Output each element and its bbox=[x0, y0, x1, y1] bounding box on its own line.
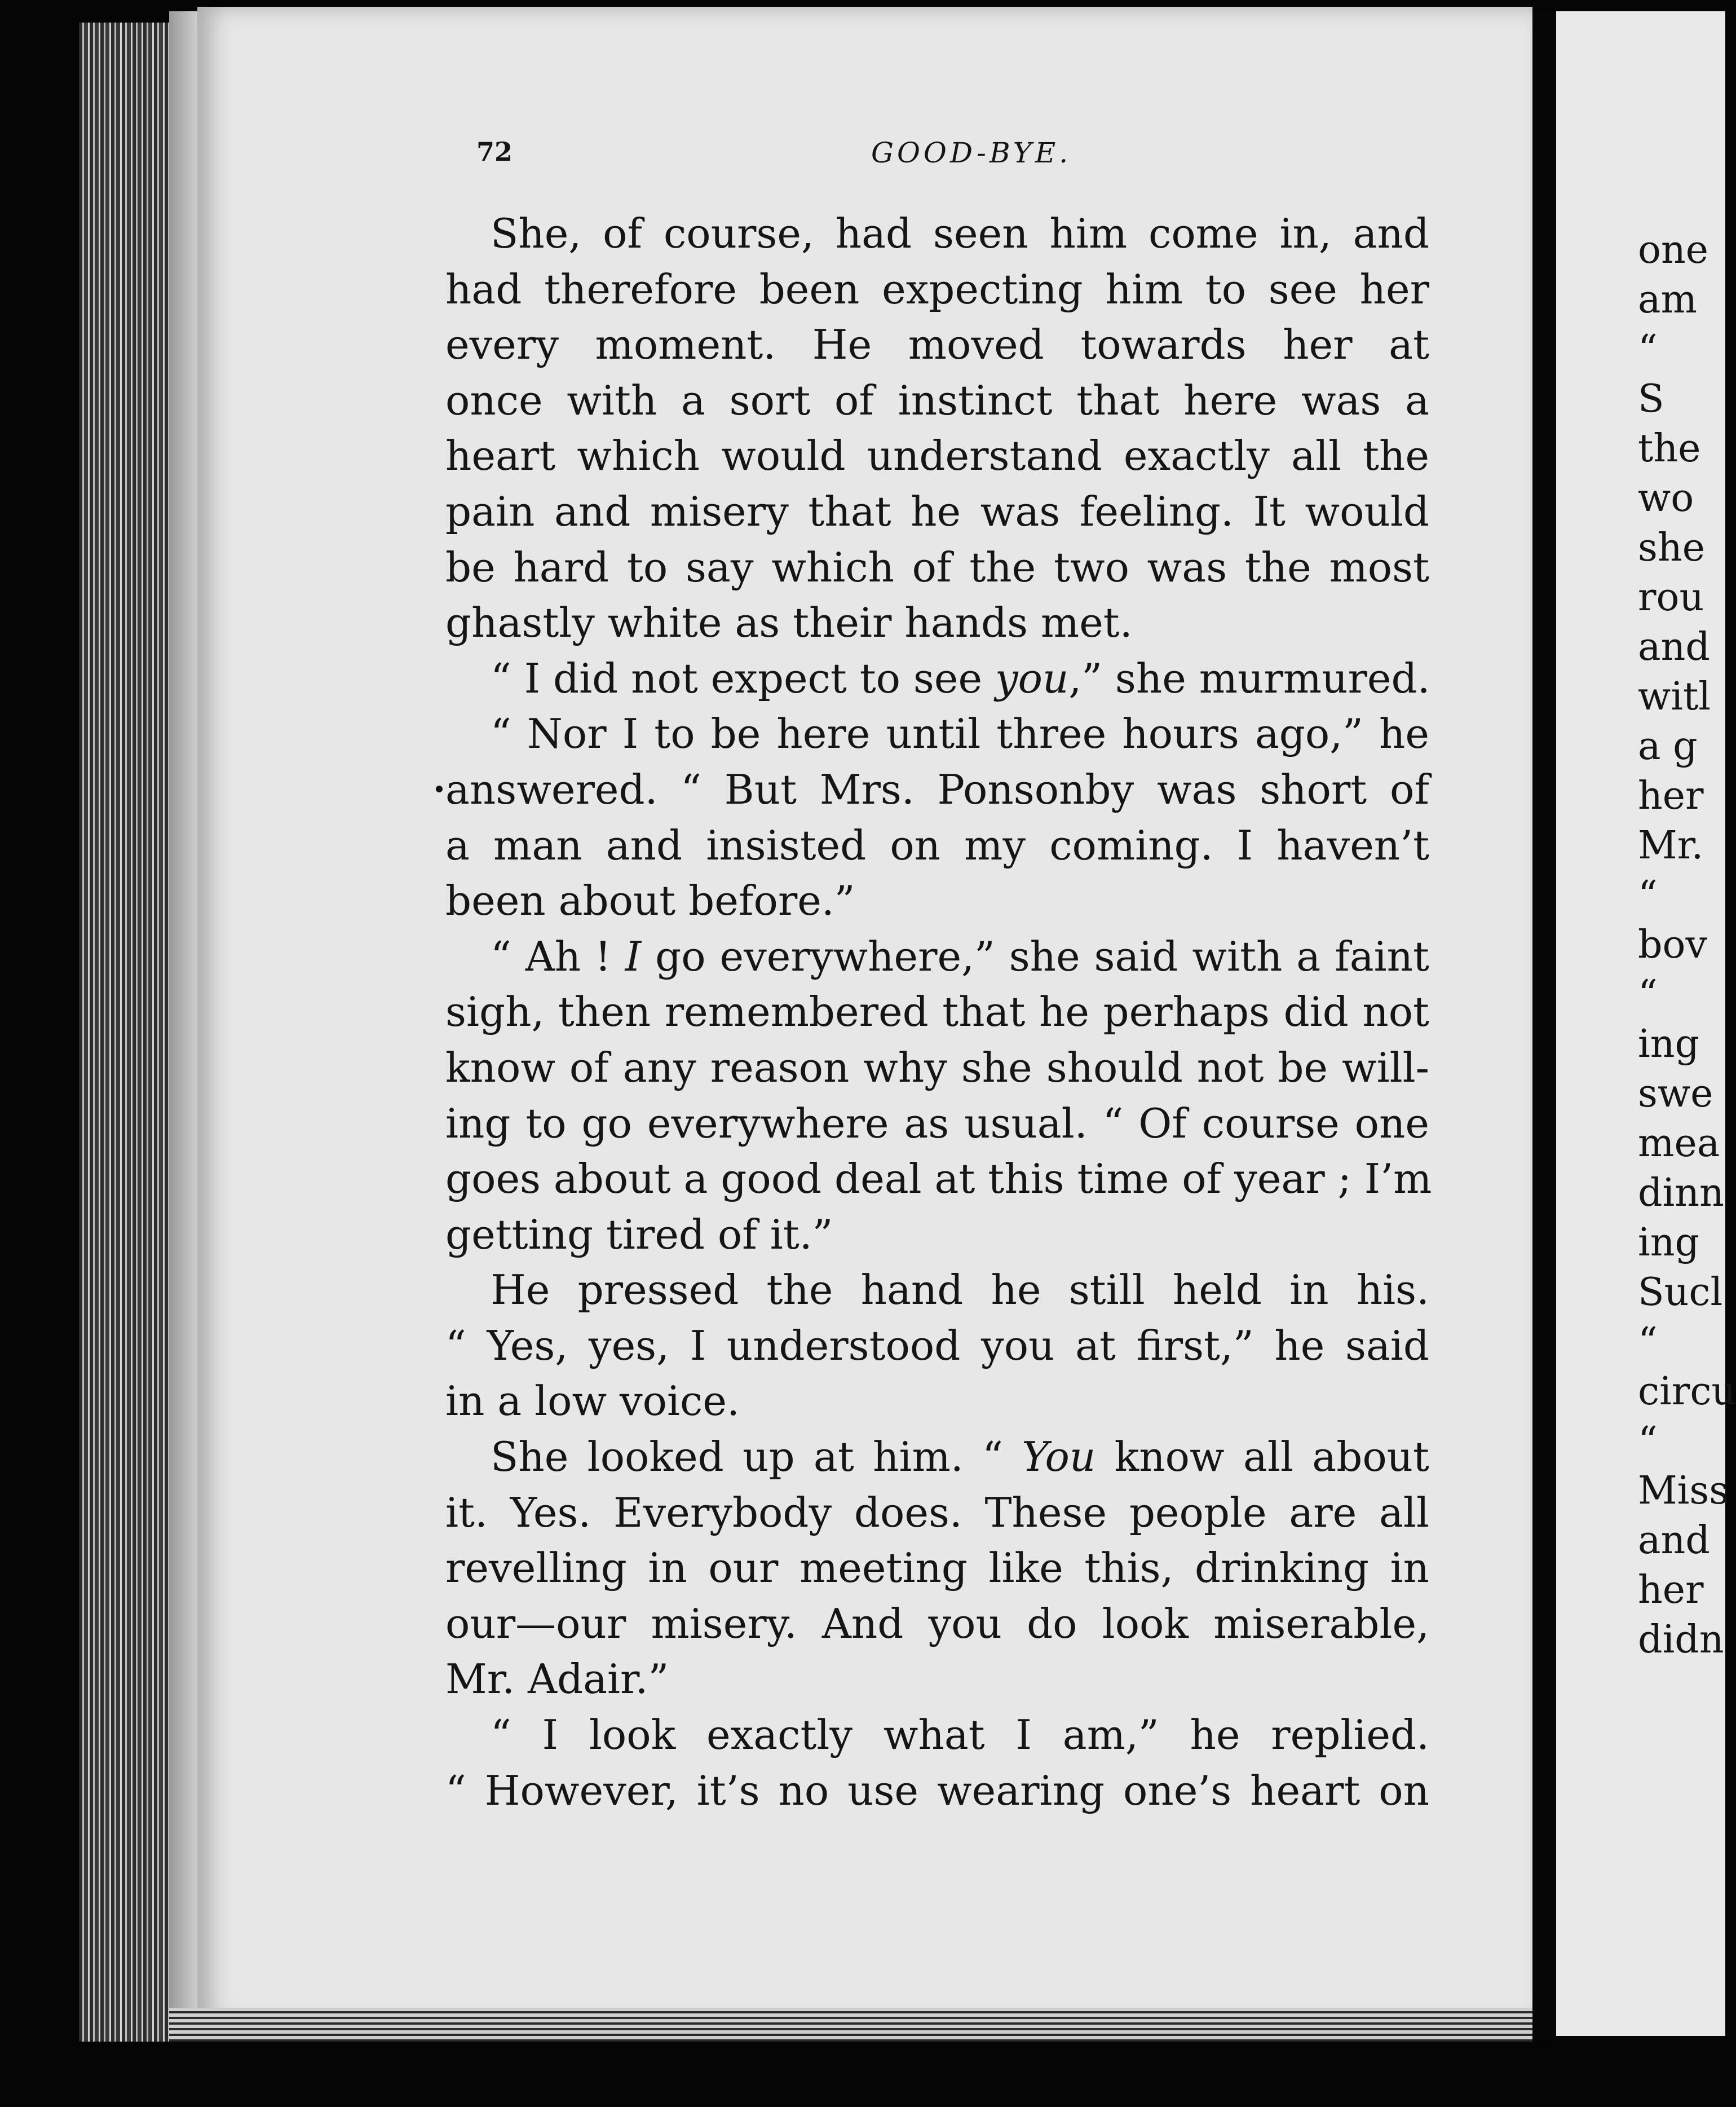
text-line: our—our misery. And you do look miserable, bbox=[445, 1599, 1429, 1647]
text-line: He pressed the hand he still held in his. bbox=[491, 1266, 1429, 1314]
right-page-fragment: “ bbox=[1638, 1320, 1658, 1364]
text-line: every moment. He moved towards her at bbox=[445, 321, 1429, 369]
text-line: it. Yes. Everybody does. These people are all bbox=[445, 1488, 1429, 1536]
text-segment: know all about bbox=[1096, 1433, 1429, 1481]
right-page-fragment: mea bbox=[1638, 1121, 1720, 1166]
text-line: ghastly white as their hands met. bbox=[445, 599, 1133, 647]
right-page-fragment: Sucl bbox=[1638, 1270, 1723, 1315]
text-line: answered. “ But Mrs. Ponsonby was short of bbox=[445, 765, 1429, 813]
text-line bbox=[445, 651, 1429, 707]
text-line: Mr. Adair.” bbox=[445, 1655, 669, 1703]
text-line: sigh, then remembered that he perhaps did not bbox=[445, 988, 1429, 1036]
right-page-fragment: ing bbox=[1638, 1022, 1700, 1066]
text-line: know of any reason why she should not be will- bbox=[445, 1043, 1429, 1091]
right-page-fragment: she bbox=[1638, 526, 1705, 570]
text-line: been about before.” bbox=[445, 877, 855, 925]
text-line: in a low voice. bbox=[445, 1377, 740, 1425]
text-line: “ Nor I to be here until three hours ago,” he bbox=[491, 710, 1429, 758]
right-page-fragment: Miss bbox=[1638, 1469, 1729, 1513]
text-segment: “ Ah ! bbox=[491, 932, 625, 980]
text-line: once with a sort of instinct that here was a bbox=[445, 376, 1429, 424]
margin-dot bbox=[436, 786, 443, 792]
right-page-fragment: one bbox=[1638, 228, 1708, 272]
text-line: getting tired of it.” bbox=[445, 1210, 833, 1258]
book-gutter bbox=[1532, 11, 1556, 2042]
right-page-fragment: am bbox=[1638, 277, 1698, 322]
right-page-fragment: bov bbox=[1638, 923, 1707, 967]
right-page-fragment: “ bbox=[1638, 972, 1658, 1017]
text-line: “ Yes, yes, I understood you at first,” he said bbox=[445, 1321, 1429, 1369]
text-line: be hard to say which of the two was the most bbox=[445, 543, 1429, 591]
right-page-fragment: “ bbox=[1638, 327, 1658, 372]
text-line: She, of course, had seen him come in, and bbox=[491, 210, 1429, 257]
right-page-fragment: dinn bbox=[1638, 1171, 1724, 1215]
text-line: a man and insisted on my coming. I haven’t bbox=[445, 821, 1429, 869]
page-number: 72 bbox=[476, 136, 513, 167]
right-page-fragment: the bbox=[1638, 426, 1701, 471]
text-line bbox=[445, 929, 1429, 985]
italic-word: You bbox=[1022, 1433, 1096, 1481]
running-head: GOOD-BYE. bbox=[871, 136, 1072, 169]
text-line: heart which would understand exactly all the bbox=[445, 432, 1429, 480]
right-page-fragment: her bbox=[1638, 1568, 1704, 1612]
right-page-fragment: circu bbox=[1638, 1369, 1736, 1414]
right-page-fragment: ing bbox=[1638, 1220, 1700, 1265]
right-page-fragment: her bbox=[1638, 774, 1704, 818]
text-segment: ,” she murmured. bbox=[1068, 654, 1430, 702]
text-line: ing to go everywhere as usual. “ Of course one bbox=[445, 1099, 1429, 1147]
right-page-fragment: and bbox=[1638, 1518, 1710, 1563]
right-page-fragment: S bbox=[1638, 377, 1664, 421]
right-page-fragment: rou bbox=[1638, 575, 1704, 620]
right-page-fragment: Mr. bbox=[1638, 823, 1704, 868]
text-line: pain and misery that he was feeling. It would bbox=[445, 487, 1429, 535]
right-page-fragment: and bbox=[1638, 625, 1710, 669]
text-line: goes about a good deal at this time of year ; I’m bbox=[445, 1155, 1432, 1203]
right-page-fragment: “ bbox=[1638, 873, 1658, 918]
right-page-fragment: didn bbox=[1638, 1617, 1724, 1662]
italic-word: I bbox=[625, 932, 642, 980]
text-segment: go everywhere,” she said with a faint bbox=[641, 932, 1429, 980]
right-page-text bbox=[1638, 226, 1736, 1665]
text-line: “ However, it’s no use wearing one’s heart on bbox=[445, 1766, 1429, 1814]
text-line: had therefore been expecting him to see her bbox=[445, 265, 1429, 313]
text-line: “ I look exactly what I am,” he replied. bbox=[491, 1711, 1429, 1759]
right-page-fragment: “ bbox=[1638, 1419, 1658, 1464]
page-header bbox=[476, 136, 1266, 176]
text-line bbox=[445, 1429, 1429, 1485]
text-line: revelling in our meeting like this, drinking in bbox=[445, 1544, 1429, 1592]
right-page-fragment: swe bbox=[1638, 1072, 1713, 1116]
right-page-fragment: a g bbox=[1638, 724, 1698, 769]
right-page-fragment: wo bbox=[1638, 476, 1694, 521]
page-bottom-edge bbox=[169, 2008, 1534, 2042]
text-segment: “ I did not expect to see bbox=[491, 654, 995, 702]
body-text bbox=[445, 206, 1432, 1818]
italic-word: you bbox=[995, 654, 1069, 702]
text-segment: She looked up at him. “ bbox=[491, 1433, 1022, 1481]
right-page-fragment: witl bbox=[1638, 675, 1711, 719]
